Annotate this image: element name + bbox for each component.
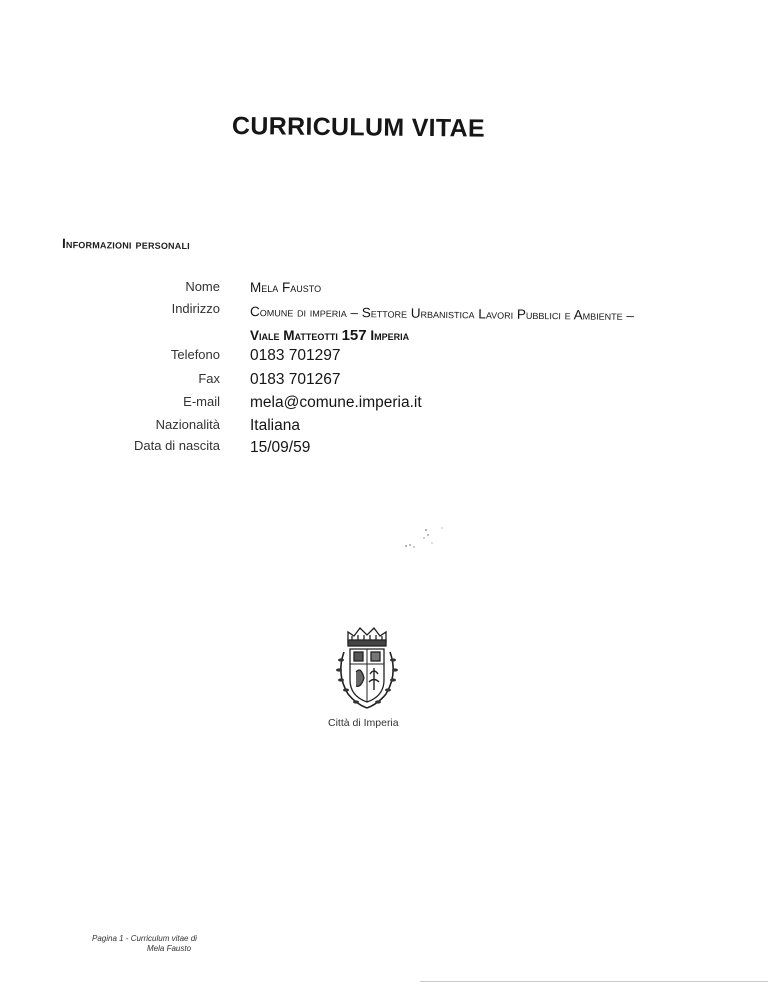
footer-line-2: Mela Fausto (147, 944, 192, 953)
scan-edge-line (420, 981, 768, 982)
page-footer (92, 934, 197, 954)
emblem-caption: Città di Imperia (328, 717, 399, 729)
value-telefono: 0183 701297 (250, 347, 341, 364)
city-coat-of-arms-icon (326, 622, 408, 714)
label-fax: Fax (198, 371, 220, 386)
street-name: Viale Matteotti (250, 328, 342, 343)
label-email: E-mail (183, 394, 220, 409)
label-nome: Nome (185, 279, 220, 294)
value-data-nascita: 15/09/59 (250, 439, 311, 456)
label-nazionalita: Nazionalità (155, 417, 220, 432)
city-name: Imperia (366, 328, 410, 343)
value-nazionalita: Italiana (250, 417, 300, 434)
label-data-nascita: Data di nascita (134, 438, 220, 453)
street-number: 157 (341, 327, 367, 344)
value-indirizzo-line1: Comune di imperia – Settore Urbanistica Lavori Pubblici e Ambiente – (249, 304, 635, 324)
section-heading-personal-info: Informazioni personali (61, 236, 190, 253)
value-nome: Mela Fausto (250, 280, 322, 295)
scan-specks (396, 526, 446, 556)
value-fax: 0183 701267 (250, 371, 341, 388)
document-title: CURRICULUM VITAE (231, 112, 486, 143)
label-telefono: Telefono (170, 347, 220, 362)
label-indirizzo: Indirizzo (171, 301, 220, 316)
footer-line-1: Pagina 1 - Curriculum vitae di (92, 934, 197, 943)
value-email: mela@comune.imperia.it (250, 394, 422, 411)
value-indirizzo-line2 (250, 327, 409, 344)
